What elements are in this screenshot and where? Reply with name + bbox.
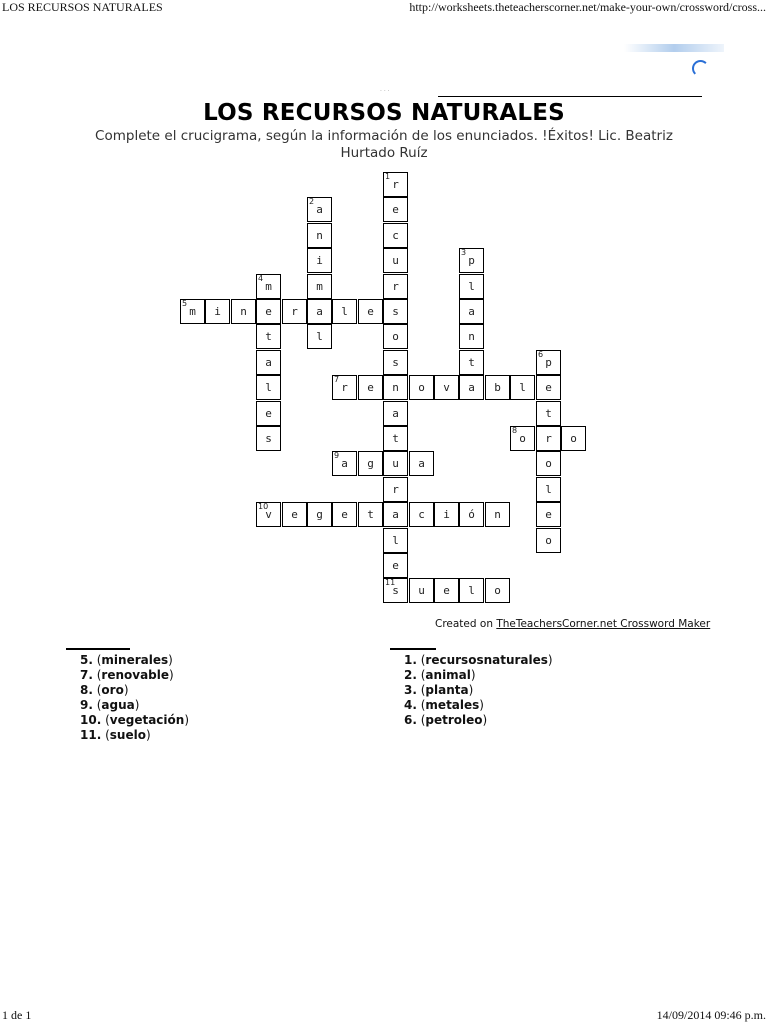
crossword-letter: a bbox=[265, 356, 272, 369]
crossword-letter: r bbox=[341, 381, 348, 394]
credit-line bbox=[435, 618, 710, 630]
crossword-cell bbox=[434, 375, 459, 400]
crossword-letter: r bbox=[392, 178, 399, 191]
crossword-letter: u bbox=[392, 254, 399, 267]
clues-across bbox=[66, 648, 189, 743]
crossword-cell bbox=[485, 502, 510, 527]
crossword-clue-number: 9 bbox=[334, 451, 340, 460]
crossword-cell bbox=[358, 451, 383, 476]
crossword-cell bbox=[383, 172, 408, 197]
crossword-cell bbox=[383, 197, 408, 222]
crossword-cell bbox=[307, 324, 332, 349]
crossword-cell bbox=[307, 299, 332, 324]
crossword-cell bbox=[409, 578, 434, 603]
clue-answer: planta bbox=[425, 683, 469, 697]
crossword-letter: e bbox=[341, 508, 348, 521]
crossword-letter: s bbox=[265, 432, 272, 445]
clue-answer: minerales bbox=[101, 653, 169, 667]
name-dots: · · · bbox=[380, 88, 390, 95]
crossword-clue-number: 10 bbox=[258, 502, 269, 511]
crossword-letter: a bbox=[341, 457, 348, 470]
crossword-letter: r bbox=[392, 483, 399, 496]
crossword-cell bbox=[383, 223, 408, 248]
clue-number: 4. bbox=[404, 698, 417, 712]
crossword-letter: a bbox=[392, 508, 399, 521]
crossword-cell bbox=[383, 324, 408, 349]
crossword-cell bbox=[536, 502, 561, 527]
crossword-letter: l bbox=[519, 381, 526, 394]
crossword-letter: r bbox=[291, 305, 298, 318]
crossword-letter: e bbox=[291, 508, 298, 521]
crossword-letter: a bbox=[316, 305, 323, 318]
crossword-cell bbox=[307, 502, 332, 527]
crossword-letter: o bbox=[392, 330, 399, 343]
crossword-letter: n bbox=[316, 229, 323, 242]
across-clue: 8. (oro) bbox=[80, 683, 129, 697]
across-clue: 10. (vegetación) bbox=[80, 713, 189, 727]
crossword-letter: a bbox=[468, 381, 475, 394]
crossword-cell bbox=[409, 502, 434, 527]
crossword-cell bbox=[459, 375, 484, 400]
crossword-cell bbox=[383, 375, 408, 400]
crossword-cell bbox=[434, 502, 459, 527]
crossword-cell bbox=[358, 299, 383, 324]
print-footer bbox=[0, 1008, 768, 1024]
crossword-letter: e bbox=[392, 559, 399, 572]
crossword-cell bbox=[180, 299, 205, 324]
crossword-cell bbox=[256, 375, 281, 400]
crossword-letter: s bbox=[392, 356, 399, 369]
across-clue: 7. (renovable) bbox=[80, 668, 174, 682]
crossword-cell bbox=[358, 502, 383, 527]
crossword-letter: l bbox=[468, 280, 475, 293]
crossword-letter: a bbox=[392, 407, 399, 420]
crossword-cell bbox=[561, 426, 586, 451]
crossword-letter: t bbox=[392, 432, 399, 445]
clue-answer: metales bbox=[425, 698, 480, 712]
crossword-cell bbox=[383, 248, 408, 273]
crossword-cell bbox=[383, 350, 408, 375]
crossword-cell bbox=[510, 375, 535, 400]
crossword-letter: r bbox=[545, 432, 552, 445]
crossword-letter: s bbox=[392, 584, 399, 597]
clues-across-list bbox=[66, 653, 189, 743]
crossword-letter: r bbox=[392, 280, 399, 293]
crossword-cell bbox=[536, 426, 561, 451]
crossword-cell bbox=[485, 578, 510, 603]
clue-answer: recursosnaturales bbox=[425, 653, 548, 667]
clues-down bbox=[390, 648, 553, 728]
crossword-cell bbox=[383, 451, 408, 476]
crossword-letter: o bbox=[545, 534, 552, 547]
crossword-cell bbox=[536, 528, 561, 553]
crossword-letter: a bbox=[316, 203, 323, 216]
crossword-cell bbox=[383, 299, 408, 324]
down-clue: 3. (planta) bbox=[404, 683, 474, 697]
crossword-cell bbox=[205, 299, 230, 324]
clue-number: 1. bbox=[404, 653, 417, 667]
crossword-letter: u bbox=[392, 457, 399, 470]
crossword-letter: o bbox=[494, 584, 501, 597]
crossword-cell bbox=[383, 401, 408, 426]
crossword-letter: c bbox=[392, 229, 399, 242]
crossword-letter: e bbox=[545, 508, 552, 521]
clue-answer: agua bbox=[101, 698, 135, 712]
clue-number: 8. bbox=[80, 683, 93, 697]
crossword-cell bbox=[307, 223, 332, 248]
crossword-clue-number: 5 bbox=[182, 299, 188, 308]
clues-across-heading-line bbox=[66, 648, 130, 650]
print-footer-date: 14/09/2014 09:46 p.m. bbox=[656, 1008, 766, 1022]
crossword-cell bbox=[459, 350, 484, 375]
crossword-cell bbox=[256, 299, 281, 324]
crossword-cell bbox=[231, 299, 256, 324]
crossword-cell bbox=[459, 578, 484, 603]
crossword-letter: o bbox=[545, 457, 552, 470]
down-clue: 4. (metales) bbox=[404, 698, 484, 712]
page-subtitle: Complete el crucigrama, según la información de los enunciados. !Éxitos! Lic. Beatriz Hurtado Ruíz bbox=[95, 128, 673, 161]
crossword-cell bbox=[307, 274, 332, 299]
crossword-clue-number: 4 bbox=[258, 274, 264, 283]
crossword-cell bbox=[536, 350, 561, 375]
print-footer-page: 1 de 1 bbox=[2, 1008, 32, 1022]
crossword-letter: t bbox=[265, 330, 272, 343]
crossword-cell bbox=[459, 502, 484, 527]
crossword-clue-number: 3 bbox=[461, 248, 467, 257]
crossword-clue-number: 1 bbox=[385, 172, 391, 181]
crossword-letter: ó bbox=[468, 508, 475, 521]
across-clue: 9. (agua) bbox=[80, 698, 140, 712]
clue-number: 9. bbox=[80, 698, 93, 712]
clue-number: 5. bbox=[80, 653, 93, 667]
crossword-letter: p bbox=[545, 356, 552, 369]
crossword-letter: e bbox=[545, 381, 552, 394]
crossword-letter: v bbox=[265, 508, 272, 521]
crossword-cell bbox=[358, 375, 383, 400]
crossword-cell bbox=[307, 197, 332, 222]
crossword-letter: m bbox=[189, 305, 196, 318]
crossword-cell bbox=[485, 375, 510, 400]
crossword-letter: m bbox=[316, 280, 323, 293]
crossword-clue-number: 6 bbox=[538, 350, 544, 359]
crossword-cell bbox=[383, 553, 408, 578]
crossword-cell bbox=[256, 274, 281, 299]
crossword-cell bbox=[409, 451, 434, 476]
crossword-letter: i bbox=[443, 508, 450, 521]
crossword-letter: m bbox=[265, 280, 272, 293]
crossword-letter: l bbox=[392, 534, 399, 547]
crossword-letter: t bbox=[367, 508, 374, 521]
crossword-cell bbox=[332, 299, 357, 324]
clue-answer: vegetación bbox=[109, 713, 185, 727]
crossword-cell bbox=[282, 502, 307, 527]
crossword-letter: o bbox=[418, 381, 425, 394]
crossword-letter: a bbox=[468, 305, 475, 318]
clue-number: 10. bbox=[80, 713, 102, 727]
crossword-letter: e bbox=[265, 305, 272, 318]
crossword-letter: l bbox=[468, 584, 475, 597]
credit-link[interactable]: TheTeachersCorner.net Crossword Maker bbox=[496, 618, 711, 630]
crossword-cell bbox=[459, 324, 484, 349]
crossword-cell bbox=[282, 299, 307, 324]
clue-number: 6. bbox=[404, 713, 417, 727]
crossword-letter: p bbox=[468, 254, 475, 267]
crossword-cell bbox=[256, 324, 281, 349]
crossword-letter: a bbox=[418, 457, 425, 470]
crossword-letter: t bbox=[468, 356, 475, 369]
crossword-cell bbox=[383, 477, 408, 502]
clue-answer: petroleo bbox=[425, 713, 483, 727]
crossword-letter: l bbox=[545, 483, 552, 496]
crossword-cell bbox=[383, 426, 408, 451]
crossword-clue-number: 8 bbox=[512, 426, 518, 435]
crossword-cell bbox=[332, 502, 357, 527]
crossword-clue-number: 11 bbox=[385, 578, 396, 587]
crossword-cell bbox=[536, 375, 561, 400]
crossword-letter: i bbox=[316, 254, 323, 267]
crossword-cell bbox=[434, 578, 459, 603]
crossword-letter: c bbox=[418, 508, 425, 521]
crossword-letter: b bbox=[494, 381, 501, 394]
crossword-letter: l bbox=[265, 381, 272, 394]
crossword-clue-number: 7 bbox=[334, 375, 340, 384]
crossword-letter: e bbox=[367, 305, 374, 318]
crossword-cell bbox=[383, 528, 408, 553]
down-clue: 1. (recursosnaturales) bbox=[404, 653, 553, 667]
crossword-cell bbox=[536, 401, 561, 426]
crossword-cell bbox=[409, 375, 434, 400]
crossword-cell bbox=[256, 426, 281, 451]
crossword-letter: e bbox=[443, 584, 450, 597]
crossword-letter: n bbox=[468, 330, 475, 343]
crossword-cell bbox=[332, 375, 357, 400]
crossword-letter: u bbox=[418, 584, 425, 597]
across-clue: 5. (minerales) bbox=[80, 653, 173, 667]
crossword-letter: o bbox=[570, 432, 577, 445]
print-header-url: http://worksheets.theteacherscorner.net/make-your-own/crossword/cross... bbox=[409, 0, 766, 14]
crossword-cell bbox=[459, 274, 484, 299]
crossword-cell bbox=[383, 578, 408, 603]
clue-answer: renovable bbox=[101, 668, 170, 682]
crossword-letter: e bbox=[367, 381, 374, 394]
crossword-cell bbox=[256, 401, 281, 426]
crossword-cell bbox=[459, 248, 484, 273]
crossword-letter: l bbox=[341, 305, 348, 318]
crossword-cell bbox=[256, 350, 281, 375]
down-clue: 6. (petroleo) bbox=[404, 713, 488, 727]
clue-number: 2. bbox=[404, 668, 417, 682]
credit-prefix: Created on bbox=[435, 618, 497, 630]
clue-answer: oro bbox=[101, 683, 124, 697]
clue-number: 7. bbox=[80, 668, 93, 682]
across-clue: 11. (suelo) bbox=[80, 728, 151, 742]
clue-number: 3. bbox=[404, 683, 417, 697]
crossword-letter: g bbox=[316, 508, 323, 521]
crossword-letter: n bbox=[494, 508, 501, 521]
clues-down-list bbox=[390, 653, 553, 728]
crossword-letter: n bbox=[392, 381, 399, 394]
down-clue: 2. (animal) bbox=[404, 668, 476, 682]
crossword-cell bbox=[383, 274, 408, 299]
crossword-letter: o bbox=[519, 432, 526, 445]
crossword-clue-number: 2 bbox=[309, 197, 315, 206]
clue-answer: suelo bbox=[109, 728, 146, 742]
crossword-letter: i bbox=[214, 305, 221, 318]
crossword-letter: e bbox=[392, 203, 399, 216]
crossword-letter: e bbox=[265, 407, 272, 420]
crossword-cell bbox=[256, 502, 281, 527]
crossword-cell bbox=[383, 502, 408, 527]
crossword-letter: t bbox=[545, 407, 552, 420]
crossword-letter: l bbox=[316, 330, 323, 343]
page-title: LOS RECURSOS NATURALES bbox=[203, 100, 565, 126]
crossword-cell bbox=[510, 426, 535, 451]
crossword-letter: v bbox=[443, 381, 450, 394]
crossword-cell bbox=[536, 451, 561, 476]
crossword-letter: n bbox=[240, 305, 247, 318]
crossword-cell bbox=[536, 477, 561, 502]
crossword-cell bbox=[332, 451, 357, 476]
crossword-letter: s bbox=[392, 305, 399, 318]
crossword-letter: g bbox=[367, 457, 374, 470]
clue-number: 11. bbox=[80, 728, 102, 742]
clues-down-heading-line bbox=[390, 648, 436, 650]
print-header-title: LOS RECURSOS NATURALES bbox=[2, 0, 163, 14]
clue-answer: animal bbox=[425, 668, 471, 682]
crossword-cell bbox=[307, 248, 332, 273]
crossword-cell bbox=[459, 299, 484, 324]
